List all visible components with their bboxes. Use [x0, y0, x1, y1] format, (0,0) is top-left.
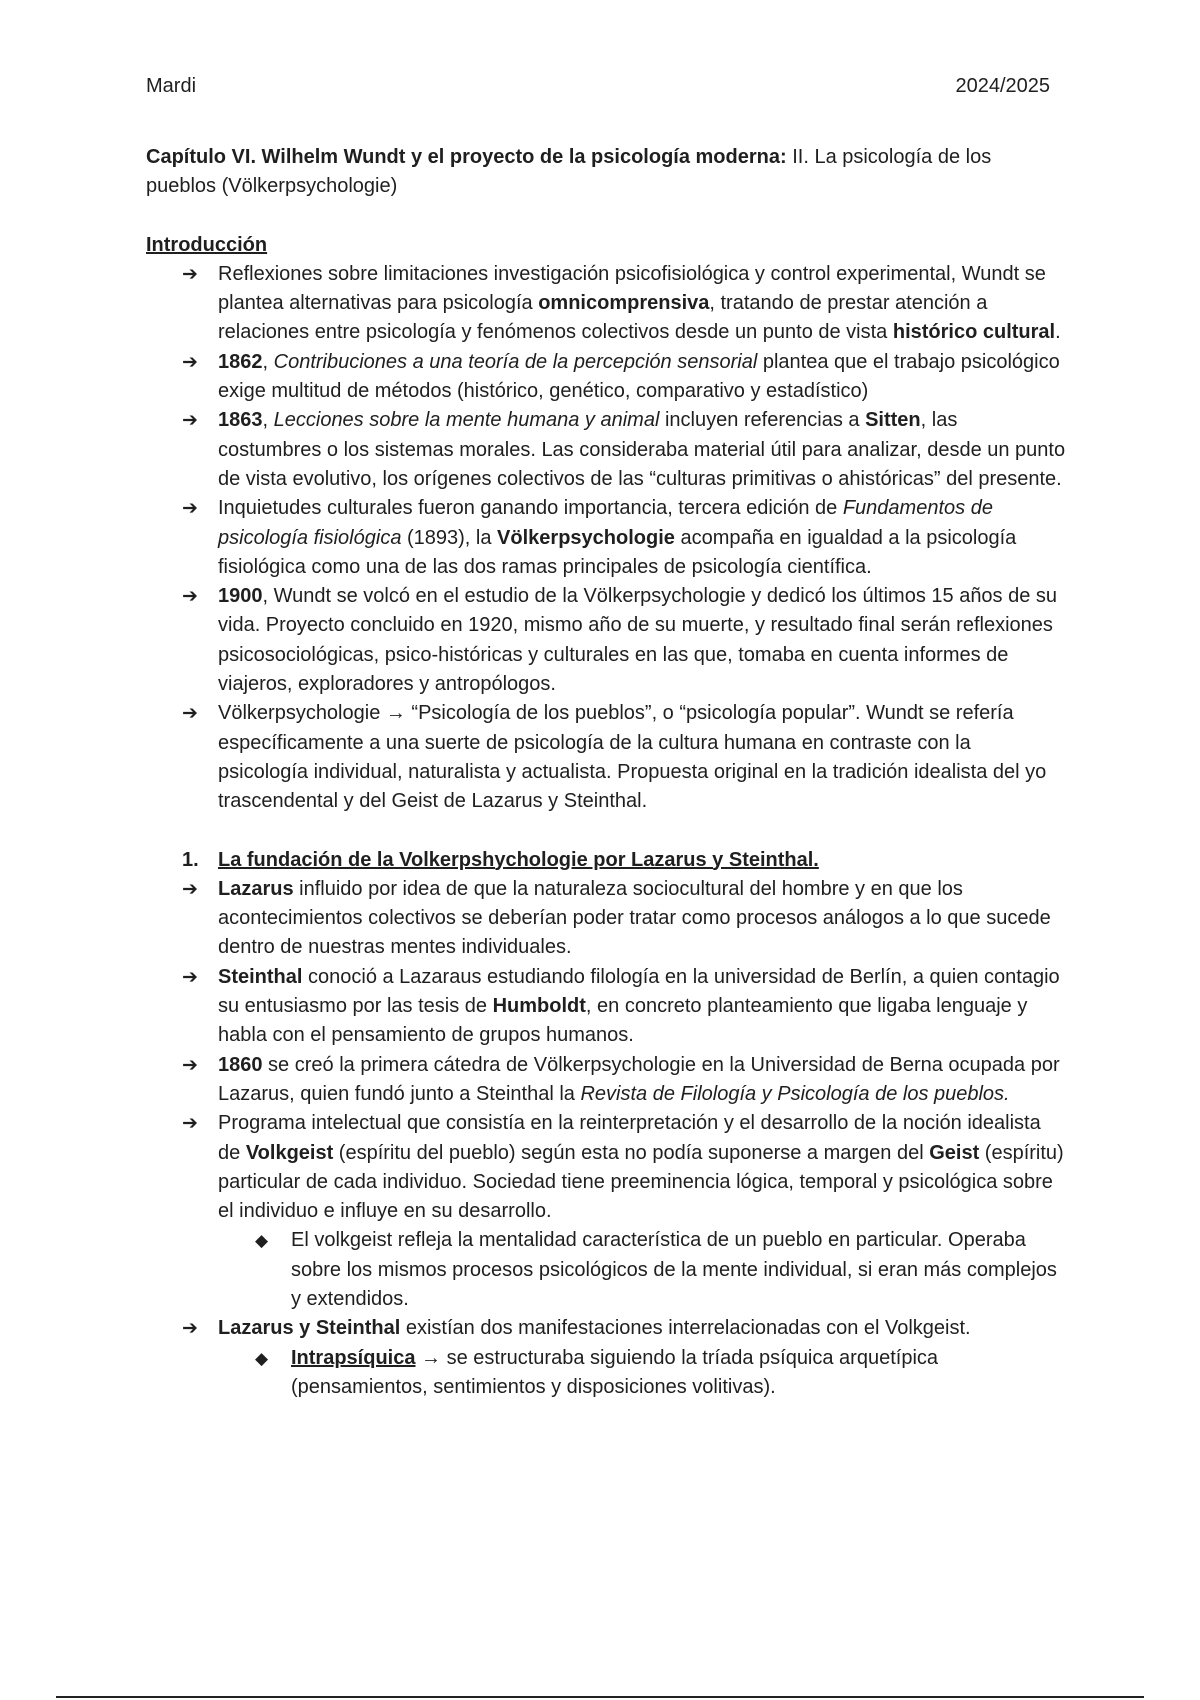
sub-list-item: ◆ El volkgeist refleja la mentalidad característica de un pueblo en particular. Operaba sobre los mismos procesos psicológicos de la mente individual, si eran más complejos y extendidos. [291, 1226, 1066, 1314]
arrow-icon: ➔ [182, 966, 198, 988]
list-item: ➔ 1862, Contribuciones a una teoría de la percepción sensorial plantea que el trabajo psicológico exige multitud de métodos (histórico, genético, comparativo y estadístico) [218, 348, 1066, 407]
sub-list [218, 1226, 1066, 1314]
chapter-title: Capítulo VI. Wilhelm Wundt y el proyecto de la psicología moderna: II. La psicología de los pueblos (Völkerpsychologie) [146, 146, 992, 198]
list-item: ➔ 1860 se creó la primera cátedra de Völkerpsychologie en la Universidad de Berna ocupada por Lazarus, quien fundó junto a Steinthal la Revista de Filología y Psicología de los pueblos. [218, 1051, 1066, 1110]
section-heading-introduccion: Introducción [146, 233, 268, 256]
list-item: ➔ Programa intelectual que consistía en la reinterpretación y el desarrollo de la noción idealista de Volkgeist (espíritu del pueblo) según esta no podía suponerse a margen del Geist (espíritu) particular de cada individuo. Sociedad tiene preeminencia lógica, temporal y psicológica sobre el individuo e influye en su desarrollo. ◆ El volkgeist refleja la mentalidad característica de un pueblo en particular. Operaba sobre los mismos procesos psicológicos de la mente individual, si eran más complejos y extendidos. [218, 1109, 1066, 1314]
arrow-icon: ➔ [182, 703, 198, 725]
arrow-icon: ➔ [182, 1113, 198, 1135]
arrow-icon: ➔ [182, 878, 198, 900]
sub-list [218, 1344, 1066, 1403]
diamond-bullet-icon: ◆ [255, 1348, 269, 1368]
arrow-icon: ➔ [182, 1318, 198, 1340]
sub-list-item: ◆ Intrapsíquica → se estructuraba siguiendo la tríada psíquica arquetípica (pensamientos, sentimientos y disposiciones volitivas). [291, 1344, 1066, 1403]
footer-divider [56, 1696, 1144, 1698]
header-year: 2024/2025 [955, 75, 1050, 97]
list-item: ➔ 1900, Wundt se volcó en el estudio de la Völkerpsychologie y dedicó los últimos 15 años de su vida. Proyecto concluido en 1920, mismo año de su muerte, y resultado final serán reflexiones psicosociológicas, psico-históricas y culturales en las que, tomaba en cuenta informes de viajeros, exploradores y antropólogos. [218, 582, 1066, 699]
document-body [146, 143, 1066, 1402]
arrow-icon: ➔ [182, 410, 198, 432]
list-item: ➔ Lazarus influido por idea de que la naturaleza sociocultural del hombre y en que los acontecimientos colectivos se deberían poder tratar como procesos análogos a lo que sucede dentro de nuestras mentes individuales. [218, 875, 1066, 963]
diamond-bullet-icon: ◆ [255, 1231, 269, 1251]
section1-list [146, 875, 1066, 1402]
list-item: ➔ Lazarus y Steinthal existían dos manifestaciones interrelacionadas con el Volkgeist. ◆ Intrapsíquica → se estructuraba siguiendo la tríada psíquica arquetípica (pensamientos, sentimientos y disposiciones volitivas). [218, 1314, 1066, 1402]
intro-list [146, 260, 1066, 817]
list-item: ➔ Steinthal conoció a Lazaraus estudiando filología en la universidad de Berlín, a quien contagio su entusiasmo por las tesis de Humboldt, en concreto planteamiento que ligaba lenguaje y habla con el pensamiento de grupos humanos. [218, 963, 1066, 1051]
section-number: 1. [182, 848, 199, 871]
arrow-icon: ➔ [182, 263, 198, 285]
arrow-icon: ➔ [182, 1054, 198, 1076]
section-heading-1: 1. La fundación de la Volkerpshychologie por Lazarus y Steinthal. [146, 846, 1066, 875]
list-item: ➔ Inquietudes culturales fueron ganando importancia, tercera edición de Fundamentos de psicología fisiológica (1893), la Völkerpsychologie acompaña en igualdad a la psicología fisiológica como una de las dos ramas principales de psicología científica. [218, 494, 1066, 582]
list-item: ➔ Völkerpsychologie → “Psicología de los pueblos”, o “psicología popular”. Wundt se refería específicamente a una suerte de psicología de la cultura humana en contraste con la psicología individual, naturalista y actualista. Propuesta original en la tradición idealista del yo trascendental y del Geist de Lazarus y Steinthal. [218, 699, 1066, 816]
list-item: ➔ Reflexiones sobre limitaciones investigación psicofisiológica y control experimental, Wundt se plantea alternativas para psicología omnicomprensiva, tratando de prestar atención a relaciones entre psicología y fenómenos colectivos desde un punto de vista histórico cultural. [218, 260, 1066, 348]
arrow-icon: ➔ [182, 586, 198, 608]
arrow-icon: ➔ [182, 351, 198, 373]
header-day: Mardi [146, 75, 197, 97]
list-item: ➔ 1863, Lecciones sobre la mente humana y animal incluyen referencias a Sitten, las costumbres o los sistemas morales. Las consideraba material útil para analizar, desde un punto de vista evolutivo, los orígenes colectivos de las “culturas primitivas o ahistóricas” del presente. [218, 406, 1066, 494]
arrow-icon: ➔ [182, 498, 198, 520]
